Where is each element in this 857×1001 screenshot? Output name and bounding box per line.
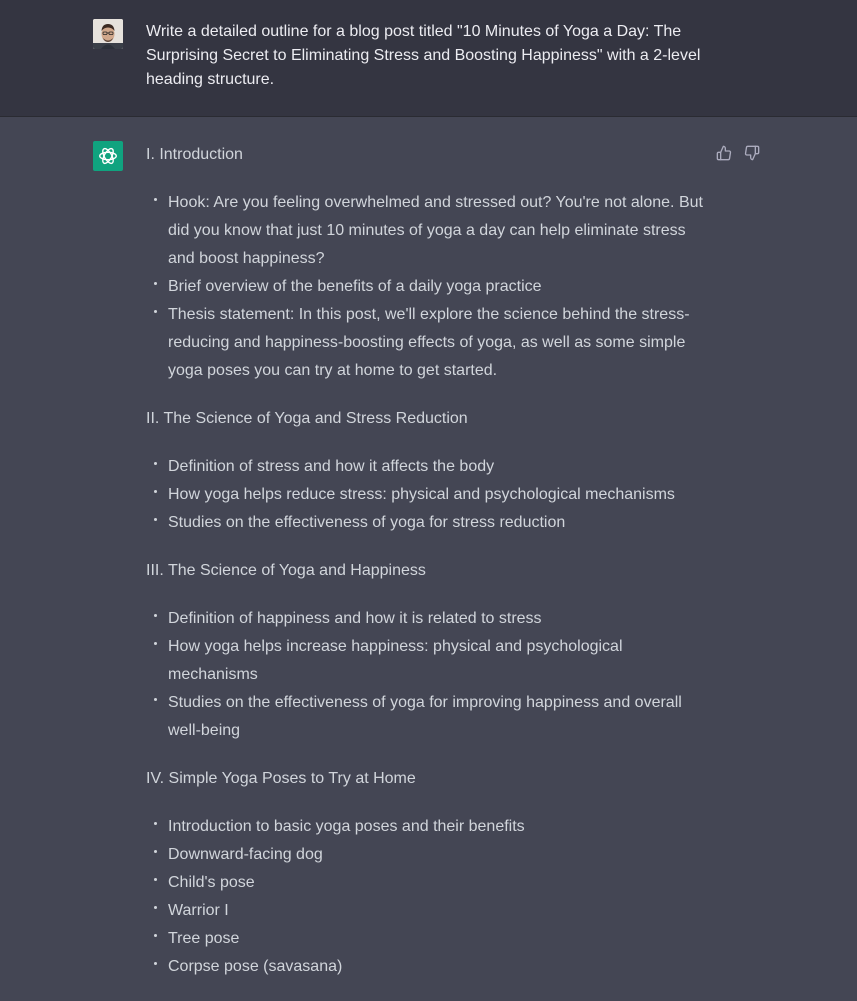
outline-content (146, 141, 706, 1001)
user-avatar (93, 19, 123, 49)
list-item: Thesis statement: In this post, we'll explore the science behind the stress-reducing and happiness-boosting effects of yoga, as well as some simple yoga poses you can try at home to get started. (146, 301, 706, 385)
section-heading: IV. Simple Yoga Poses to Try at Home (146, 770, 416, 787)
openai-logo-icon (93, 141, 123, 171)
list-item: Studies on the effectiveness of yoga for stress reduction (146, 509, 706, 537)
thumbs-down-icon[interactable] (743, 144, 761, 162)
section-heading: II. The Science of Yoga and Stress Reduction (146, 410, 468, 427)
outline-section (146, 141, 706, 385)
user-prompt-text: Write a detailed outline for a blog post titled "10 Minutes of Yoga a Day: The Surprising Secret to Eliminating Stress and Boosting Happiness" with a 2-level heading structure. (146, 23, 701, 88)
thumbs-up-icon[interactable] (715, 144, 733, 162)
bullet-list (146, 453, 706, 537)
outline-section (146, 405, 706, 537)
list-item: Studies on the effectiveness of yoga for improving happiness and overall well-being (146, 689, 706, 745)
outline-section (146, 557, 706, 745)
list-item: How yoga helps increase happiness: physical and psychological mechanisms (146, 633, 706, 689)
list-item: Warrior I (146, 897, 706, 925)
bullet-list (146, 813, 706, 981)
list-item: Hook: Are you feeling overwhelmed and stressed out? You're not alone. But did you know that just 10 minutes of yoga a day can help eliminate stress and boost happiness? (146, 189, 706, 273)
outline-section (146, 765, 706, 981)
user-avatar-image (93, 19, 123, 49)
bullet-list (146, 189, 706, 385)
list-item: Definition of stress and how it affects the body (146, 453, 706, 481)
openai-logo-glyph (97, 145, 119, 167)
bullet-list (146, 605, 706, 745)
user-message (0, 0, 857, 117)
list-item: Child's pose (146, 869, 706, 897)
list-item: Tree pose (146, 925, 706, 953)
assistant-message (0, 117, 857, 973)
list-item: How yoga helps reduce stress: physical and psychological mechanisms (146, 481, 706, 509)
list-item: Definition of happiness and how it is related to stress (146, 605, 706, 633)
list-item: Introduction to basic yoga poses and their benefits (146, 813, 706, 841)
list-item: Downward-facing dog (146, 841, 706, 869)
section-heading: I. Introduction (146, 146, 243, 163)
list-item: Corpse pose (savasana) (146, 953, 706, 981)
list-item: Brief overview of the benefits of a daily yoga practice (146, 273, 706, 301)
section-heading: III. The Science of Yoga and Happiness (146, 562, 426, 579)
